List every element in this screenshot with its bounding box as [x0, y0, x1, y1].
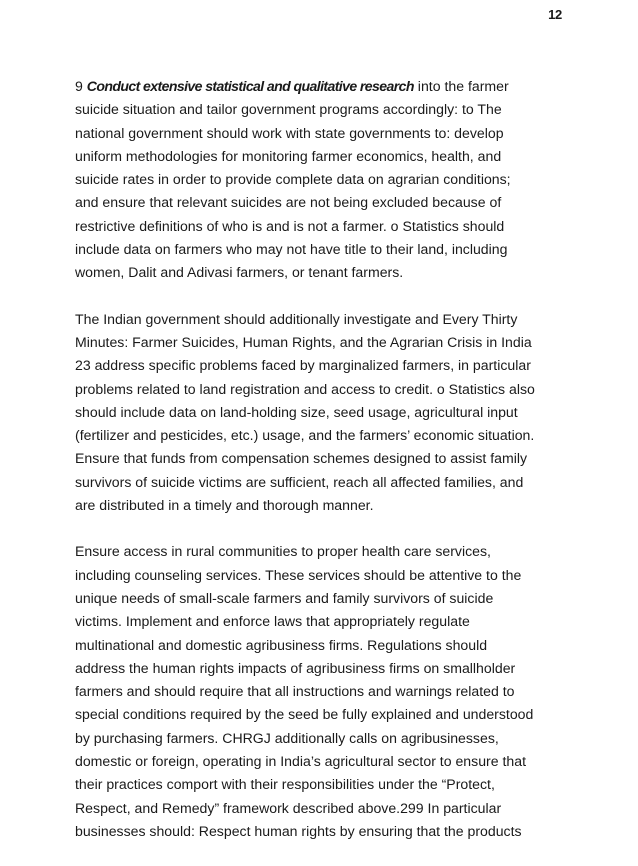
- text-line: [75, 75, 567, 98]
- text-line: women, Dalit and Adivasi farmers, or tenant farmers.: [75, 264, 404, 281]
- text-line: address the human rights impacts of agribusiness firms on smallholder: [75, 659, 516, 676]
- text-line: (fertilizer and pesticides, etc.) usage, and the farmers’ economic situation.: [75, 427, 535, 444]
- text-line: Respect, and Remedy” framework described above.299 In particular: [75, 799, 502, 816]
- paragraph-3: [75, 540, 567, 843]
- text-line: Minutes: Farmer Suicides, Human Rights, and the Agrarian Crisis in India: [75, 333, 532, 350]
- text-line: and ensure that relevant suicides are not being excluded because of: [75, 194, 502, 211]
- text-line: national government should work with state governments to: develop: [75, 124, 504, 141]
- emphasized-heading: Conduct extensive statistical and qualitative research: [86, 78, 414, 94]
- text-line: suicide situation and tailor government programs accordingly: to The: [75, 101, 502, 118]
- text-line: survivors of suicide victims are sufficient, reach all affected families, and: [75, 473, 524, 490]
- text-line: include data on farmers who may not have title to their land, including: [75, 241, 508, 258]
- text-line: including counseling services. These services should be attentive to the: [75, 566, 522, 583]
- paragraph-2: [75, 308, 567, 518]
- text-line: victims. Implement and enforce laws that appropriately regulate: [75, 613, 470, 630]
- text-line: unique needs of small-scale farmers and family survivors of suicide: [75, 589, 494, 606]
- text-line: by purchasing farmers. CHRGJ additionally calls on agribusinesses,: [75, 729, 499, 746]
- text-line: businesses should: Respect human rights by ensuring that the products: [75, 822, 522, 839]
- text-line: farmers and should require that all instructions and warnings related to: [75, 683, 515, 700]
- text-line: 23 address specific problems faced by marginalized farmers, in particular: [75, 357, 531, 374]
- paragraph-1: [75, 75, 567, 285]
- text-line: multinational and domestic agribusiness firms. Regulations should: [75, 636, 488, 653]
- page-number: 12: [548, 7, 562, 22]
- text-line: Ensure that funds from compensation schemes designed to assist family: [75, 450, 528, 467]
- text-line: Ensure access in rural communities to proper health care services,: [75, 543, 491, 560]
- text-line: uniform methodologies for monitoring farmer economics, health, and: [75, 147, 502, 164]
- item-number: 9: [75, 78, 87, 94]
- text-line: their practices comport with their responsibilities under the “Protect,: [75, 776, 495, 793]
- text-span: into the farmer: [413, 78, 509, 94]
- text-line: should include data on land-holding size, seed usage, agricultural input: [75, 403, 518, 420]
- text-line: restrictive definitions of who is and is not a farmer. o Statistics should: [75, 217, 505, 234]
- body-text: [75, 75, 567, 866]
- text-line: The Indian government should additionally investigate and Every Thirty: [75, 310, 518, 327]
- text-line: problems related to land registration and access to credit. o Statistics also: [75, 380, 535, 397]
- text-line: suicide rates in order to provide complete data on agrarian conditions;: [75, 171, 511, 188]
- text-line: domestic or foreign, operating in India’s agricultural sector to ensure that: [75, 753, 526, 770]
- text-line: special conditions required by the seed be fully explained and understood: [75, 706, 534, 723]
- text-line: are distributed in a timely and thorough manner.: [75, 497, 374, 514]
